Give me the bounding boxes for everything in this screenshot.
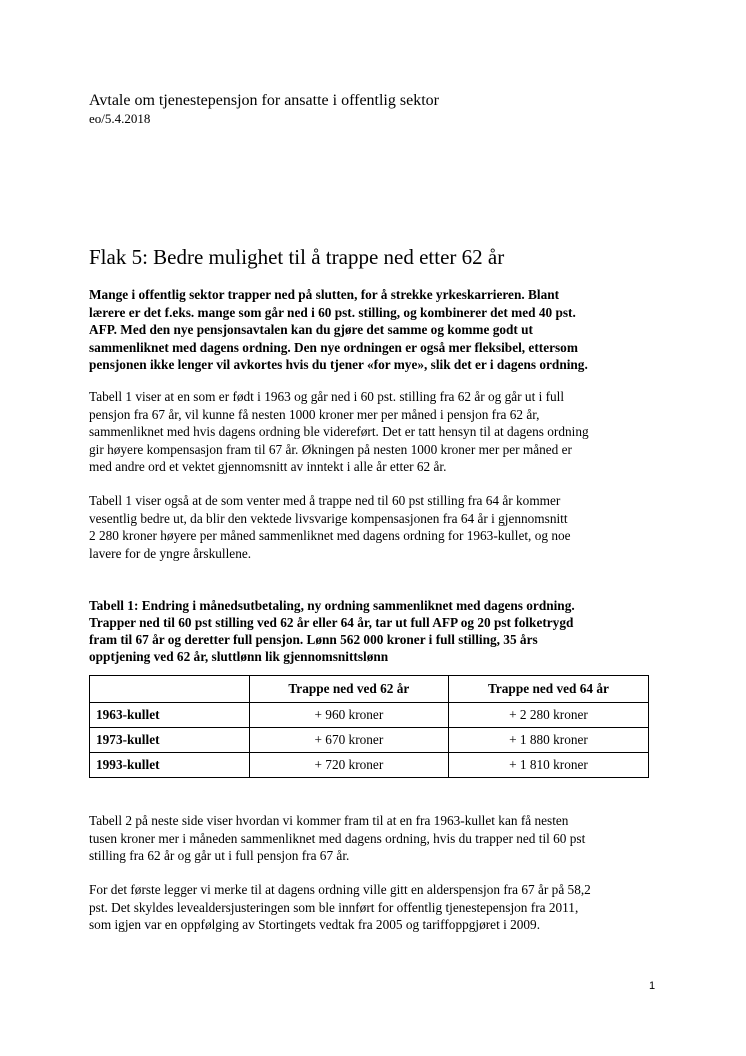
row-label: 1993-kullet [90,753,250,778]
table-header-cell [90,676,250,703]
text-line: stilling fra 62 år og går ut i full pensjon fra 67 år. [89,848,350,864]
table-header-cell: Trappe ned ved 62 år [249,676,448,703]
intro-paragraph [89,286,664,374]
text-line: Mange i offentlig sektor trapper ned på slutten, for å strekke yrkeskarrieren. Blant [89,287,560,302]
text-line: pensjonen ikke lenger vil avkortes hvis du tjener «for mye», slik det er i dagens ordning. [89,357,588,373]
paragraph-1 [89,388,664,476]
row-label: 1963-kullet [90,703,250,728]
table-cell: + 1 810 kroner [448,753,648,778]
text-line: vesentlig bedre ut, da blir den vektede livsvarige kompensasjonen fra 64 år i gjennomsnitt [89,510,568,526]
table-cell: + 720 kroner [249,753,448,778]
text-line: AFP. Med den nye pensjonsavtalen kan du gjøre det samme og komme godt ut [89,322,533,338]
table-caption [89,597,664,665]
text-line: 2 280 kroner høyere per måned sammenliknet med dagens ordning for 1963-kullet, og noe [89,528,571,544]
text-line: Tabell 2 på neste side viser hvordan vi kommer fram til at en fra 1963-kullet kan få nesten [89,813,569,828]
text-line: fram til 67 år og deretter full pensjon. Lønn 562 000 kroner i full stilling, 35 års [89,632,538,647]
page-number: 1 [649,980,656,992]
text-line: lærere er det f.eks. mange som går ned i 60 pst. stilling, og kombinerer det med 40 pst. [89,304,576,320]
text-line: Trapper ned til 60 pst stilling ved 62 år eller 64 år, tar ut full AFP og 20 pst folketrygd [89,615,574,630]
text-line: tusen kroner mer i måneden sammenliknet med dagens ordning, hvis du trapper ned til 60 pst [89,830,586,846]
table-row [90,703,649,728]
text-line: For det første legger vi merke til at dagens ordning ville gitt en alderspensjon fra 67 år på 58,2 [89,882,591,897]
text-line: som igjen var en oppfølging av Stortingets vedtak fra 2005 og tariffoppgjøret i 2009. [89,917,541,933]
text-line: sammenliknet med dagens ordning. Den nye ordningen er også mer fleksibel, ettersom [89,339,578,355]
table-cell: + 670 kroner [249,728,448,753]
document-header-date: eo/5.4.2018 [89,111,151,126]
text-line: Tabell 1 viser også at de som venter med å trappe ned til 60 pst stilling fra 64 år kommer [89,493,561,508]
table-header-row [90,676,649,703]
text-line: Tabell 1 viser at en som er født i 1963 og går ned i 60 pst. stilling fra 62 år og går ut i full [89,389,565,404]
table-cell: + 960 kroner [249,703,448,728]
text-line: opptjening ved 62 år, sluttlønn lik gjennomsnittslønn [89,649,389,664]
table-row [90,753,649,778]
text-line: lavere for de yngre årskullene. [89,545,252,561]
paragraph-2 [89,492,664,562]
document-header-title: Avtale om tjenestepensjon for ansatte i offentlig sektor [89,92,439,109]
row-label: 1973-kullet [90,728,250,753]
table-row [90,728,649,753]
paragraph-4 [89,881,664,934]
comparison-table [89,675,649,778]
table-header-cell: Trappe ned ved 64 år [448,676,648,703]
text-line: gir høyere kompensasjon fram til 67 år. Økningen på nesten 1000 kroner mer per måned er [89,441,572,457]
table-cell: + 2 280 kroner [448,703,648,728]
text-line: med andre ord et vektet gjennomsnitt av inntekt i alle år etter 62 år. [89,459,447,475]
text-line: pensjon fra 67 år, vil kunne få nesten 1000 kroner mer per måned i pensjon fra 62 år, [89,406,540,422]
section-heading: Flak 5: Bedre mulighet til å trappe ned etter 62 år [89,245,505,269]
text-line: sammenliknet med hvis dagens ordning ble videreført. Det er tatt hensyn til at dagens ordning [89,424,589,440]
paragraph-3 [89,812,664,865]
text-line: pst. Det skyldes levealdersjusteringen som ble innført for offentlig tjenestepensjon fra 2011, [89,899,579,915]
table-cell: + 1 880 kroner [448,728,648,753]
text-line: Tabell 1: Endring i månedsutbetaling, ny ordning sammenliknet med dagens ordning. [89,598,575,613]
